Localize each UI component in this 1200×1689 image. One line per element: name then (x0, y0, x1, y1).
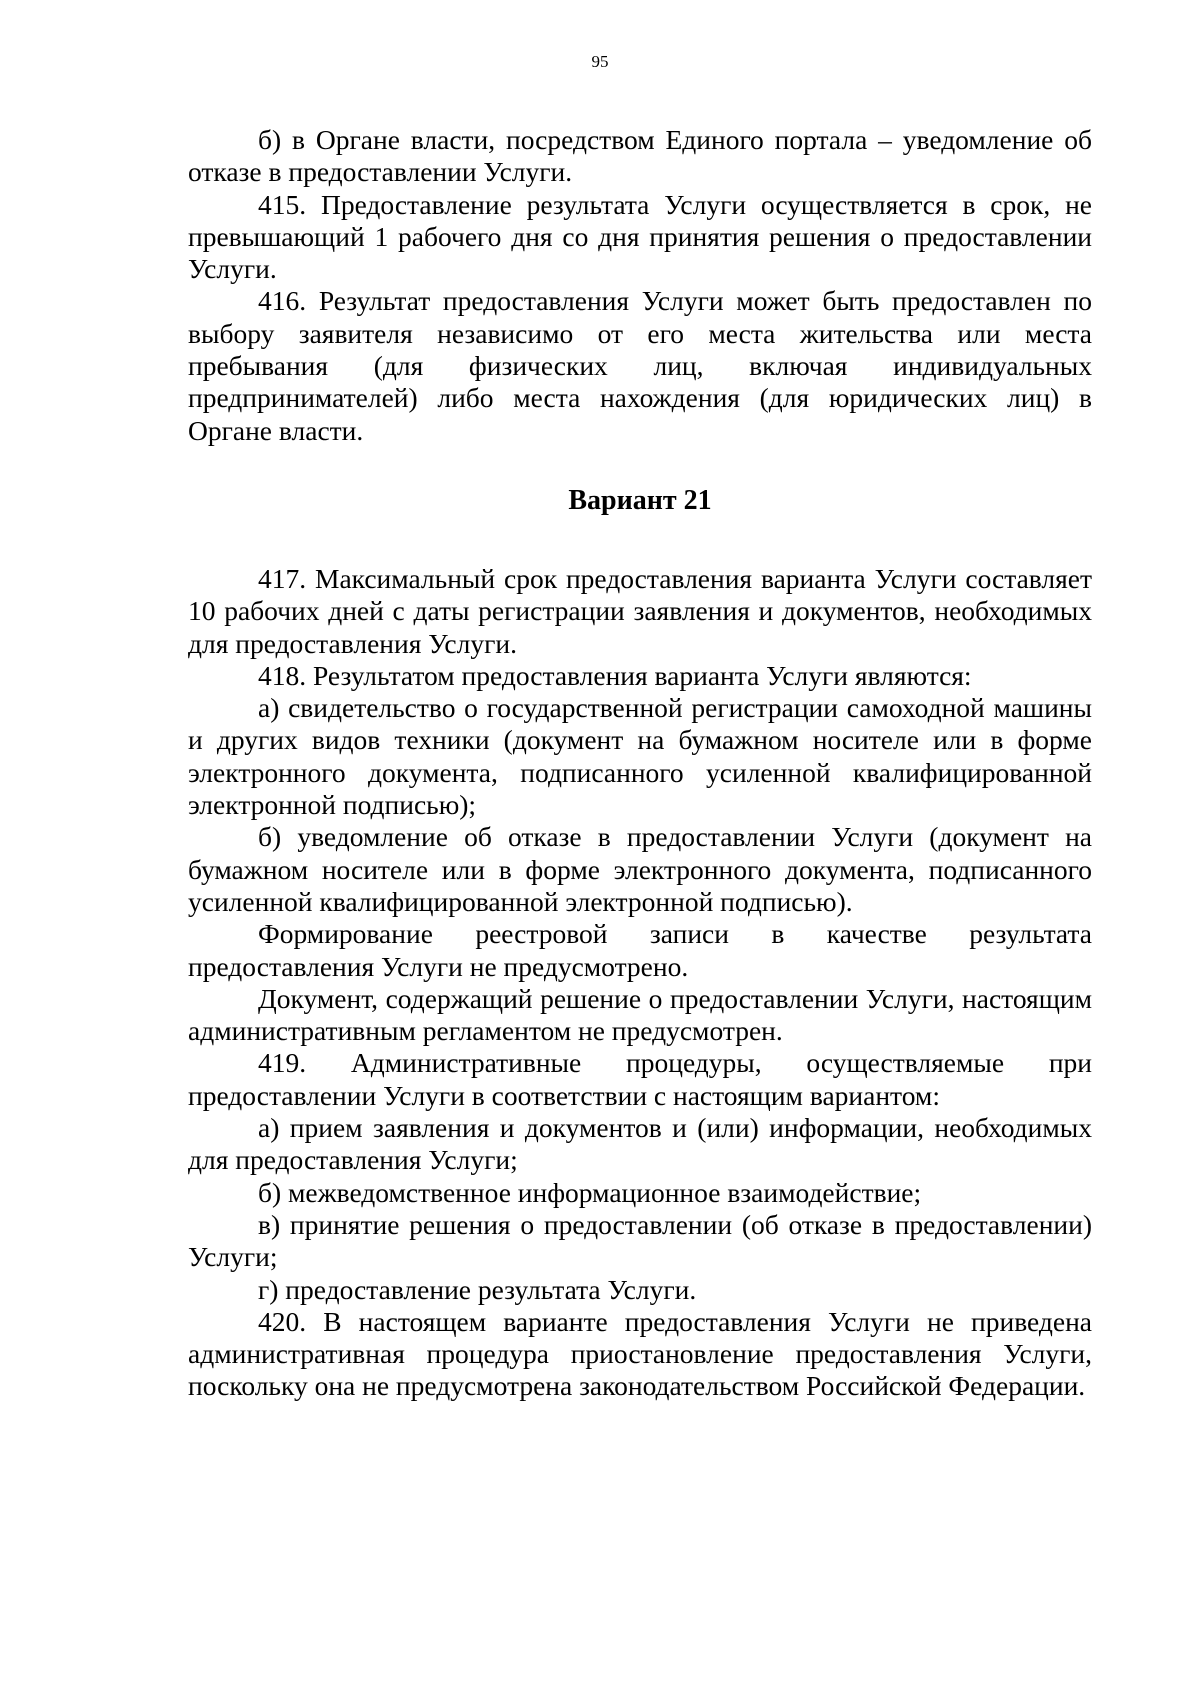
section-heading: Вариант 21 (568, 484, 712, 516)
document-body (188, 124, 1092, 1403)
list-item-g: г) предоставление результата Услуги. (258, 1273, 697, 1305)
paragraph-417: 417. Максимальный срок предоставления варианта Услуги составляет 10 рабочих дней с даты регистрации заявления и документов, необходимых для предоставления Услуги. (188, 562, 1092, 659)
list-item-b: б) межведомственное информационное взаимодействие; (258, 1176, 922, 1208)
paragraph: Документ, содержащий решение о предоставлении Услуги, настоящим административным регламентом не предусмотрен. (188, 982, 1092, 1047)
paragraph-420: 420. В настоящем варианте предоставления Услуги не приведена административная процедура приостановление предоставления Услуги, поскольку она не предусмотрена законодательством Российской Федерации. (188, 1305, 1092, 1402)
paragraph-418: 418. Результатом предоставления варианта Услуги являются: (258, 659, 972, 691)
list-item-a: а) свидетельство о государственной регистрации самоходной машины и других видов техники (документ на бумажном носителе или в форме электронного документа, подписанного усиленной квалифицированной электронной подписью); (188, 692, 1092, 821)
paragraph-416: 416. Результат предоставления Услуги может быть предоставлен по выбору заявителя независимо от его места жительства или места пребывания (для физических лиц, включая индивидуальных предпринимателей) либо места нахождения (для юридических лиц) в Органе власти. (188, 285, 1092, 446)
list-item-b: б) уведомление об отказе в предоставлении Услуги (документ на бумажном носителе или в форме электронного документа, подписанного усиленной квалифицированной электронной подписью). (188, 821, 1092, 917)
page-number: 95 (591, 52, 609, 71)
paragraph: б) в Органе власти, посредством Единого портала – уведомление об отказе в предоставлении Услуги. (188, 124, 1092, 188)
paragraph-419: 419. Административные процедуры, осуществляемые при предоставлении Услуги в соответствии с настоящим вариантом: (188, 1047, 1092, 1111)
paragraph: Формирование реестровой записи в качестве результата предоставления Услуги не предусмотрено. (188, 918, 1092, 982)
list-item-v: в) принятие решения о предоставлении (об отказе в предоставлении) Услуги; (188, 1208, 1092, 1273)
paragraph-415: 415. Предоставление результата Услуги осуществляется в срок, не превышающий 1 рабочего дня со дня принятия решения о предоставлении Услуги. (188, 188, 1092, 285)
list-item-a: а) прием заявления и документов и (или) информации, необходимых для предоставления Услуги; (188, 1112, 1092, 1176)
